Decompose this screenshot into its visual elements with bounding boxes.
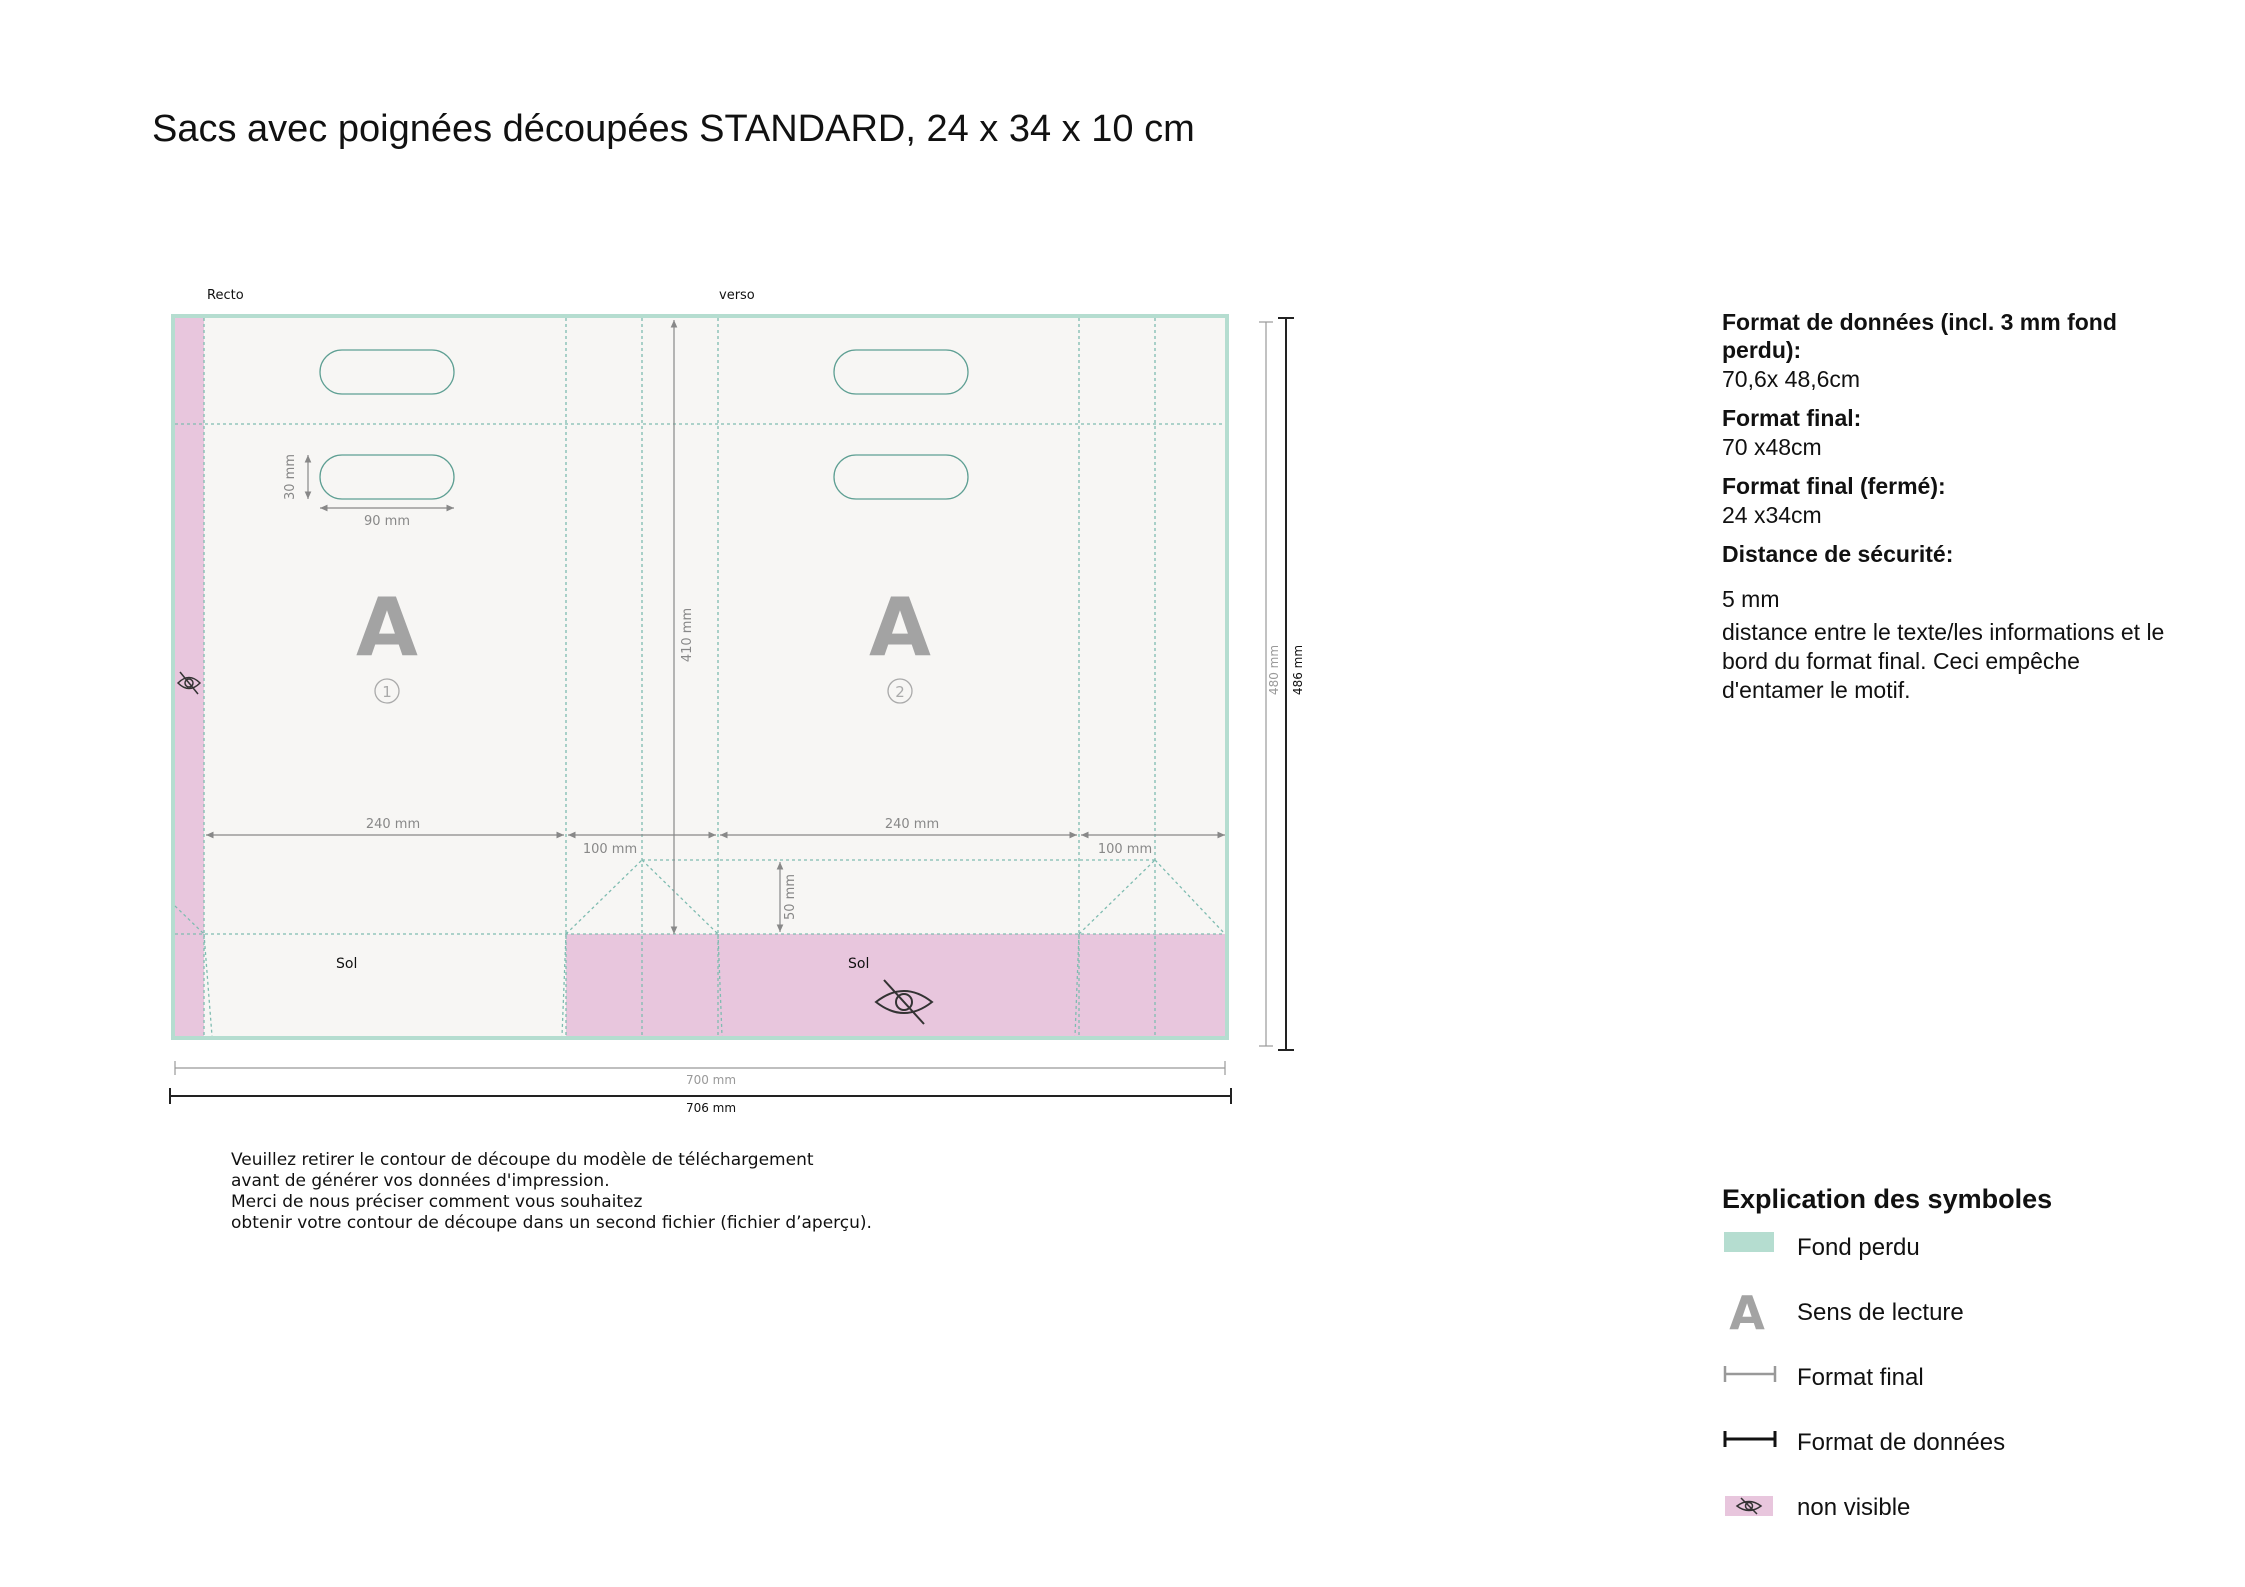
safety-distance-text: distance entre le texte/les informations et le bord du format final. Ceci empêche d'entamer le motif. bbox=[1722, 619, 2165, 703]
reading-direction-icon bbox=[1722, 1293, 1778, 1333]
legend-item-data-format bbox=[1722, 1423, 2182, 1463]
dim-width-240-right: 240 mm bbox=[884, 817, 940, 832]
format-info-panel bbox=[1722, 308, 2182, 705]
data-format-value: 70,6x 48,6cm bbox=[1722, 366, 1861, 392]
safety-distance-heading: Distance de sécurité: bbox=[1722, 541, 1954, 567]
handle-cutout-recto-bottom bbox=[320, 455, 454, 499]
label-recto: Recto bbox=[207, 288, 244, 303]
handle-cutout-verso-bottom bbox=[834, 455, 968, 499]
label-verso: verso bbox=[719, 288, 755, 303]
closed-format-heading: Format final (fermé): bbox=[1722, 473, 1946, 499]
legend-label: Format de données bbox=[1797, 1429, 2006, 1456]
cut-contour-note bbox=[231, 1150, 872, 1234]
dim-handle-height: 30 mm bbox=[283, 453, 298, 501]
label-sol-2: Sol bbox=[848, 956, 870, 972]
handle-cutout-verso-top bbox=[834, 350, 968, 394]
bleed-swatch-icon bbox=[1722, 1228, 1778, 1268]
dim-final-height: 480 mm bbox=[1267, 644, 1281, 696]
note-line-4: obtenir votre contour de découpe dans un second fichier (fichier d’aperçu). bbox=[231, 1213, 872, 1233]
data-format-line-icon bbox=[1722, 1423, 1778, 1463]
final-format-line-icon bbox=[1722, 1358, 1778, 1398]
note-line-1: Veuillez retirer le contour de découpe du modèle de téléchargement bbox=[231, 1150, 814, 1170]
reading-direction-letter-recto: A bbox=[356, 581, 418, 674]
closed-format-value: 24 x34cm bbox=[1722, 502, 1822, 528]
safety-distance-value: 5 mm bbox=[1722, 586, 1780, 612]
bottom-not-visible-area bbox=[566, 934, 1225, 1036]
dim-data-height: 486 mm bbox=[1291, 644, 1305, 696]
final-format-value: 70 x48cm bbox=[1722, 434, 1822, 460]
dim-width-240-left: 240 mm bbox=[365, 817, 421, 832]
bag-template-diagram bbox=[0, 0, 1330, 1130]
handle-cutout-recto-top bbox=[320, 350, 454, 394]
dim-height-410: 410 mm bbox=[680, 607, 695, 663]
legend-label: Sens de lecture bbox=[1797, 1299, 1964, 1326]
page-title: Sacs avec poignées découpées STANDARD, 24 x 34 x 10 cm bbox=[152, 108, 1195, 150]
panel-number-1: 1 bbox=[382, 683, 392, 701]
note-line-3: Merci de nous préciser comment vous souhaitez bbox=[231, 1192, 643, 1212]
final-format-area bbox=[175, 318, 1225, 1036]
legend-label: Format final bbox=[1797, 1364, 1924, 1391]
reading-direction-letter-verso: A bbox=[869, 581, 931, 674]
dim-handle-width: 90 mm bbox=[363, 514, 411, 529]
legend-item-bleed bbox=[1722, 1228, 2182, 1268]
data-format-heading: Format de données (incl. 3 mm fond perdu): bbox=[1722, 309, 2117, 363]
legend-title: Explication des symboles bbox=[1722, 1184, 2053, 1214]
not-visible-icon bbox=[1722, 1488, 1778, 1528]
dim-depth-50: 50 mm bbox=[783, 873, 798, 921]
dim-data-width: 706 mm bbox=[685, 1101, 737, 1115]
dim-width-100-right: 100 mm bbox=[1097, 842, 1153, 857]
legend-item-final-format bbox=[1722, 1358, 2182, 1398]
legend-item-not-visible bbox=[1722, 1488, 2182, 1528]
dim-final-width: 700 mm bbox=[685, 1073, 737, 1087]
label-sol-1: Sol bbox=[336, 956, 358, 972]
legend-item-reading-direction bbox=[1722, 1293, 2182, 1333]
dim-width-100-left: 100 mm bbox=[582, 842, 638, 857]
legend-label: Fond perdu bbox=[1797, 1234, 1920, 1261]
panel-number-2: 2 bbox=[895, 683, 905, 701]
note-line-2: avant de générer vos données d'impression. bbox=[231, 1171, 610, 1191]
final-format-heading: Format final: bbox=[1722, 405, 1862, 431]
svg-text:A: A bbox=[1729, 1293, 1765, 1333]
legend-label: non visible bbox=[1797, 1494, 1911, 1521]
